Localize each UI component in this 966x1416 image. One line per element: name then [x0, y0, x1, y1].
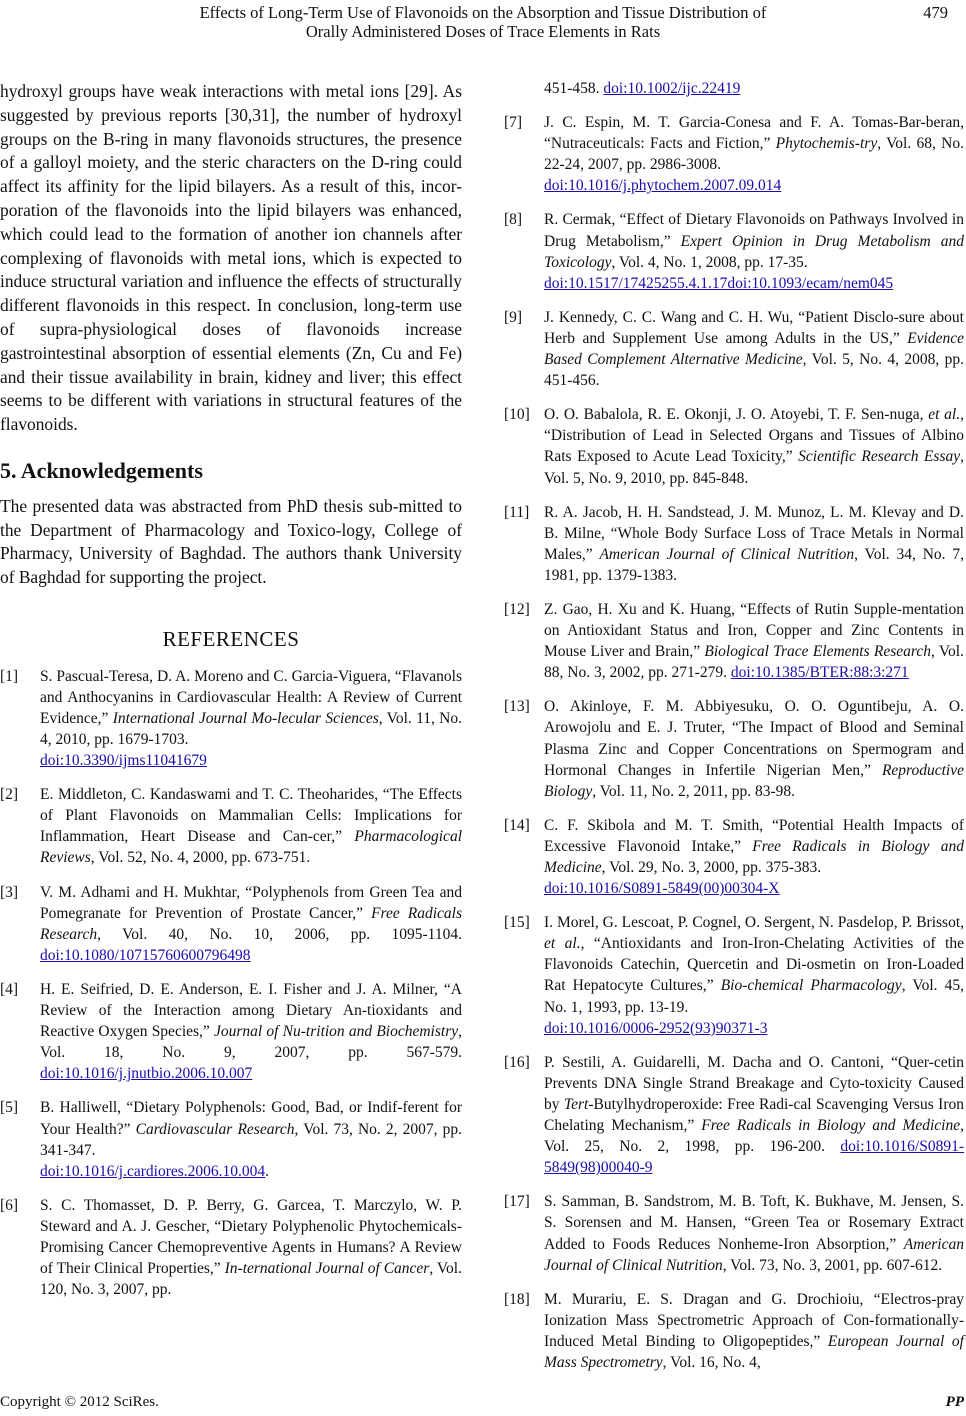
doi-link[interactable]: doi:10.1016/0006-2952(93)90371-3 [544, 1019, 768, 1037]
reference-authors-title: O. Akinloye, F. M. Abbiyesuku, O. O. Oguntibeju, A. O. Arowojolu and E. J. Truter, “The Impact of Blood and Seminal Plasma Zinc and Copper Concentrations on Spermogram and Hormonal Changes in Infertile Nigerian Men,” [544, 698, 964, 779]
reference-authors-title: E. Middleton, C. Kandaswami and T. C. Theoharides, “The Effects of Plant Flavonoids on Mammalian Cells: Implications for Inflammation, Heart Disease and Can-cer,” [40, 786, 462, 846]
reference-authors: I. Morel, G. Lescoat, P. Cognel, O. Sergent, N. Pasdelop, P. Brissot, [544, 914, 964, 932]
reference-6-continued [504, 78, 964, 99]
reference-number: [12] [504, 600, 530, 618]
reference-number: [7] [504, 114, 523, 132]
doi-link[interactable]: doi:10.1385/BTER:88:3:271 [730, 664, 909, 682]
reference-number: [13] [504, 698, 530, 716]
reference-authors-title: J. C. Espin, M. T. Garcia-Conesa and F. A. Tomas-Bar-beran, “Nutraceuticals: Facts and Fiction,” [544, 114, 964, 153]
reference-text [40, 1195, 462, 1300]
reference-details: , Vol. 88, No. 3, 2002, pp. 271-279. [544, 643, 964, 682]
reference-journal: Bio-chemical Pharmacology [720, 977, 902, 995]
reference-authors-title: Z. Gao, H. Xu and K. Huang, “Effects of Rutin Supple-mentation on Antioxidant Status and Iron, Copper and Zinc Contents in Mouse Liver and Brain,” [544, 600, 964, 661]
reference-authors-title: S. Samman, B. Sandstrom, M. B. Toft, K. Bukhave, M. Jensen, S. S. Sorensen and M. Hansen, “Green Tea or Rosemary Extract Added to Foods Reduces Nonheme-Iron Absorption,” [544, 1193, 964, 1253]
reference-number: [15] [504, 914, 530, 932]
reference-11 [504, 502, 964, 586]
reference-details: , Vol. 25, No. 2, 1998, pp. 196-200. [544, 1117, 964, 1156]
doi-link[interactable]: doi:10.3390/ijms11041679 [40, 752, 207, 770]
references-heading: REFERENCES [162, 626, 300, 651]
acknowledgements-text: The presented data was abstracted from PhD thesis sub-mitted to the Department of Pharmacology and Toxico-logy, College of Pharmacy, University of Baghdad. The authors thank University of Baghdad for supporting the project. [0, 495, 462, 588]
reference-journal: European Journal of Mass Spectrometry [544, 1332, 964, 1371]
reference-text [544, 1191, 964, 1275]
reference-number: [18] [504, 1290, 530, 1308]
reference-5 [0, 1097, 462, 1181]
reference-2 [0, 784, 462, 868]
reference-15 [504, 912, 964, 1039]
reference-authors-title: M. Murariu, E. S. Dragan and G. Drochioiu, “Electros-pray Ionization Mass Spectrometric Approach of Con-formationally-Induced Metal Binding to Oligopeptides,” [544, 1290, 964, 1350]
reference-journal: International Journal Mo-lecular Sciences [112, 709, 379, 727]
reference-journal: Pharmacological Reviews [40, 828, 462, 867]
reference-title: , “Antioxidants and Iron-Iron-Chelating Activities of the Flavonoids Catechin, Quercetin and Di-osmetin on Iron-Loaded Rat Hepatocyte Cultures,” [544, 935, 964, 995]
running-title-line-2: Orally Administered Doses of Trace Elements in Rats [305, 22, 661, 41]
reference-number: [14] [504, 816, 530, 834]
reference-text [544, 404, 964, 488]
reference-number: [1] [0, 667, 19, 685]
reference-text [544, 696, 964, 801]
journal-code: PP [945, 1394, 964, 1410]
reference-details: , Vol. 45, No. 1, 1993, pp. 13-19. [544, 977, 964, 1016]
reference-text [40, 882, 462, 966]
reference-text [544, 502, 964, 586]
doi-link[interactable]: doi:10.1016/S0891-5849(98)00040-9 [544, 1138, 964, 1177]
reference-14 [504, 815, 964, 899]
reference-number: [16] [504, 1053, 530, 1071]
reference-journal: Free Radicals in Biology and Medicine [701, 1117, 961, 1135]
reference-number: [4] [0, 980, 19, 998]
reference-authors-title: C. F. Skibola and M. T. Smith, “Potential Health Impacts of Excessive Flavonoid Intake,” [544, 816, 964, 855]
reference-details: , Vol. 11, No. 4, 2010, pp. 1679-1703. [40, 709, 463, 749]
doi-link[interactable]: doi:10.1016/j.cardiores.2006.10.004 [40, 1162, 266, 1180]
reference-text [40, 979, 462, 1084]
reference-4 [0, 979, 462, 1084]
reference-18 [504, 1289, 964, 1373]
acknowledgements-heading: 5. Acknowledgements [0, 457, 203, 483]
reference-details: , Vol. 73, No. 2, 2007, pp. 341-347. [40, 1120, 462, 1159]
reference-3 [0, 882, 462, 966]
reference-details: , Vol. 16, No. 4, [662, 1353, 761, 1371]
reference-text [544, 912, 964, 1039]
copyright-notice: Copyright © 2012 SciRes. [0, 1394, 159, 1410]
reference-authors-title: R. Cermak, “Effect of Dietary Flavonoids on Pathways Involved in Drug Metabolism,” [544, 211, 964, 250]
reference-authors-title: B. Halliwell, “Dietary Polyphenols: Good, Bad, or Indif-ferent for Your Health?” [40, 1099, 462, 1138]
reference-details: , Vol. 18, No. 9, 2007, pp. 567-579. [40, 1023, 462, 1062]
doi-link[interactable]: doi:10.1016/j.phytochem.2007.09.014 [544, 177, 782, 195]
reference-journal: Cardiovascular Research [135, 1120, 295, 1138]
reference-punctuation: . [265, 1162, 270, 1180]
reference-12 [504, 599, 964, 683]
reference-details: , Vol. 29, No. 3, 2000, pp. 375-383. [601, 859, 822, 876]
reference-journal: Journal of Nu-trition and Biochemistry [214, 1023, 459, 1041]
reference-et-al: et al. [928, 406, 961, 424]
doi-link[interactable]: doi:10.1002/ijc.22419 [603, 80, 741, 97]
reference-text [544, 1052, 964, 1179]
reference-text [40, 666, 462, 771]
reference-number: [5] [0, 1099, 19, 1117]
reference-details: 451-458. [544, 80, 604, 97]
doi-link[interactable]: doi:10.1080/10715760600796498 [40, 946, 251, 964]
reference-details: , Vol. 40, No. 10, 2006, pp. 1095-1104. [97, 925, 462, 943]
reference-title: , “Distribution of Lead in Selected Organs and Tissues of Albino Rats Exposed to Acute Lead Toxicity,” [544, 406, 964, 466]
reference-title-cont: -Butylhydroperoxide: Free Radi-cal Scavenging Versus Iron Chelating Mechanism,” [544, 1095, 964, 1135]
running-title-line-1: Effects of Long-Term Use of Flavonoids on the Absorption and Tissue Distribution of [199, 3, 767, 22]
reference-number: [10] [504, 406, 530, 424]
reference-details: , Vol. 73, No. 3, 2001, pp. 607-612. [722, 1256, 943, 1274]
reference-details: , Vol. 120, No. 3, 2007, pp. [40, 1260, 462, 1299]
running-header [0, 0, 966, 46]
reference-text [544, 1289, 964, 1373]
right-column [504, 78, 964, 1386]
reference-17 [504, 1191, 964, 1275]
reference-authors-title: J. Kennedy, C. C. Wang and C. H. Wu, “Patient Disclo-sure about Herb and Supplement Use among Adults in the US,” [544, 308, 964, 347]
reference-details: , Vol. 4, No. 1, 2008, pp. 17-35. [611, 253, 808, 271]
reference-text [40, 1097, 462, 1181]
reference-number: [11] [504, 503, 530, 521]
reference-details: , Vol. 34, No. 7, 1981, pp. 1379-1383. [544, 545, 964, 584]
reference-authors-title: R. A. Jacob, H. H. Sandstead, J. M. Munoz, L. M. Klevay and D. B. Milne, “Whole Body Surface Loss of Trace Metals in Normal Males,” [544, 503, 964, 563]
reference-journal: Reproductive Biology [544, 761, 964, 800]
reference-number: [3] [0, 883, 19, 901]
reference-7 [504, 112, 964, 196]
reference-journal: Biological Trace Elements Research [704, 643, 931, 661]
reference-authors-title: S. C. Thomasset, D. P. Berry, G. Garcea, T. Marczylo, W. P. Steward and A. J. Gescher, “Dietary Polyphenolic Phytochemicals-Promising Cancer Chemopreventive Agents in Humans? A Review of Their Clinical Properties,” [40, 1196, 462, 1278]
reference-journal: In-ternational Journal of Cancer [224, 1260, 430, 1278]
reference-number: [17] [504, 1193, 530, 1211]
reference-text [544, 112, 964, 196]
reference-journal: Free Radicals Research [40, 904, 462, 943]
reference-italic-term: Tert [563, 1095, 589, 1113]
reference-details: , Vol. 68, No. 22-24, 2007, pp. 2986-3008. [544, 135, 965, 174]
reference-authors-title: S. Pascual-Teresa, D. A. Moreno and C. Garcia-Viguera, “Flavanols and Anthocyanins in Cardiovascular Health: A Review of Current Evidence,” [40, 667, 462, 727]
reference-number: [2] [0, 786, 19, 804]
reference-authors: O. O. Babalola, R. E. Okonji, J. O. Atoyebi, T. F. Sen-nuga, [544, 406, 929, 424]
reference-1 [0, 666, 462, 771]
reference-6 [0, 1195, 462, 1300]
reference-text [40, 784, 462, 868]
reference-number: [6] [0, 1196, 19, 1214]
reference-text [544, 815, 964, 899]
doi-link[interactable]: doi:10.1517/17425255.4.1.17doi:10.1093/ecam/nem045 [544, 274, 894, 292]
reference-journal: Scientific Research Essay [798, 448, 961, 466]
reference-9 [504, 307, 964, 391]
reference-authors-title: P. Sestili, A. Guidarelli, M. Dacha and O. Cantoni, “Quer-cetin Prevents DNA Single Strand Breakage and Cyto-toxicity Caused by [544, 1053, 964, 1113]
reference-text [544, 307, 964, 391]
reference-authors-title: V. M. Adhami and H. Mukhtar, “Polyphenols from Green Tea and Pomegranate for Prevention of Prostate Cancer,” [40, 883, 462, 922]
running-title [60, 3, 906, 41]
reference-journal: Expert Opinion in Drug Metabolism and Toxicology [544, 232, 964, 271]
reference-journal: American Journal of Clinical Nutrition [544, 1235, 964, 1274]
conclusion-paragraph: hydroxyl groups have weak interactions with metal ions [29]. As suggested by previous reports [30,31], the number of hydroxyl groups on the B-ring in many flavonoids structures, the presence of a galloyl moiety, and the steric characters on the D-ring could affect its affinity for the lipid bilayers. As a result of this, incor-poration of the flavonoids into the lipid bilayers was enhanced, which could lead to the formation of another ion channels after complexing of flavonoids with metal ions, which is expected to induce structural variation and influence the effects of structurally different flavonoids in this respect. In conclusion, long-term use of supra-physiological doses of flavonoids increase gastrointestinal absorption of essential elements (Zn, Cu and Fe) and their tissue availability in brain, kidney and liver; this effect seems to be different with variations in structural features of the flavonoids. [0, 81, 462, 435]
reference-number: [9] [504, 308, 523, 326]
reference-text [544, 599, 964, 683]
reference-8 [504, 209, 964, 293]
reference-text [544, 209, 964, 293]
reference-10 [504, 404, 964, 488]
reference-16 [504, 1052, 964, 1179]
reference-et-al: et al. [544, 935, 581, 953]
reference-details: , Vol. 52, No. 4, 2000, pp. 673-751. [90, 849, 311, 867]
left-column [0, 80, 462, 1313]
reference-13 [504, 696, 964, 801]
reference-journal: Free Radicals in Biology and Medicine [544, 837, 964, 876]
doi-link[interactable]: doi:10.1016/j.jnutbio.2006.10.007 [40, 1065, 253, 1083]
page-number: 479 [923, 3, 948, 22]
reference-details: , Vol. 5, No. 4, 2008, pp. 451-456. [544, 351, 964, 390]
reference-details: , Vol. 5, No. 9, 2010, pp. 845-848. [544, 448, 964, 487]
reference-details: , Vol. 11, No. 2, 2011, pp. 83-98. [592, 782, 796, 800]
reference-number: [8] [504, 211, 523, 229]
reference-authors-title: H. E. Seifried, D. E. Anderson, E. I. Fisher and J. A. Milner, “A Review of the Interaction among Dietary An-tioxidants and Reactive Oxygen Species,” [40, 980, 462, 1041]
reference-journal: Evidence Based Complement Alternative Medicine [544, 329, 964, 369]
reference-journal: Phytochemis-try [775, 135, 878, 153]
reference-journal: American Journal of Clinical Nutrition [599, 545, 855, 563]
doi-link[interactable]: doi:10.1016/S0891-5849(00)00304-X [544, 880, 780, 898]
